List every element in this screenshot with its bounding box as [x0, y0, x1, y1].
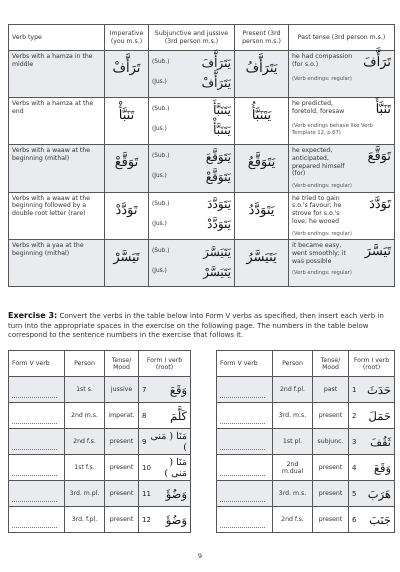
imperative-cell	[105, 240, 149, 287]
past-meaning: he had compassion (for s.o.)	[292, 53, 353, 68]
tense-cell: subjunc.	[313, 429, 349, 455]
past-verb: تَوَدَّدَ	[369, 196, 391, 212]
present-verb: يَتَرَأَّفُ	[245, 61, 278, 76]
form-i-cell	[349, 455, 395, 481]
past-verb: تَيَسَّرَ	[364, 244, 391, 259]
sub-tag: (Sub.)	[152, 248, 170, 255]
form-i-cell	[349, 429, 395, 455]
form-i-cell	[139, 429, 191, 455]
exercise-row	[9, 507, 191, 533]
person-cell: 3rd. m.pl.	[65, 481, 105, 507]
past-cell	[289, 240, 395, 287]
verb-forms-table	[8, 24, 395, 287]
root-verb: هَرَبَ	[367, 486, 391, 501]
header-present: Present (3rd person m.s.)	[235, 25, 289, 51]
sub-tag: (Sub.)	[152, 200, 170, 207]
sub-tag: (Sub.)	[152, 153, 170, 160]
exercise-row	[9, 429, 191, 455]
form-i-cell	[139, 507, 191, 533]
header-past: Past tense (3rd person m.s.)	[289, 25, 395, 51]
verb-type-cell: Verbs with a yaa at the beginning (mithal)	[9, 240, 105, 287]
past-meaning: he predicted, foretold, foresaw	[292, 100, 345, 115]
form-v-answer-cell[interactable]	[9, 455, 65, 481]
exercise-row	[9, 403, 191, 429]
sub-tag: (Sub.)	[152, 106, 170, 113]
root-verb: جَنَبَ	[369, 512, 391, 527]
header-verb-type: Verb type	[9, 25, 105, 51]
imperative-verb: تَرَأَّفْ	[112, 61, 141, 76]
verb-row-waaw-double-root	[9, 192, 395, 240]
sentence-number: 4	[352, 463, 357, 472]
past-meaning: it became easy, went smoothly; it was possible	[292, 242, 346, 265]
subjunctive-verb: يَتَيَسَّرَ	[203, 244, 231, 259]
form-i-cell	[139, 455, 191, 481]
subjunctive-jussive-cell	[149, 240, 235, 287]
sentence-number: 5	[352, 489, 357, 498]
person-cell: 3rd. m.s.	[273, 481, 313, 507]
imperative-verb: تَوَقَّعْ	[114, 155, 139, 170]
jussive-verb: يَتَيَسَّرْ	[203, 264, 231, 279]
answer-blank[interactable]	[220, 493, 265, 502]
jussive-verb: يَتَوَدَّدْ	[207, 217, 231, 231]
root-verb: وَضُؤَ	[165, 486, 187, 501]
subjunctive-jussive-cell	[149, 145, 235, 193]
imperative-verb: تَيَسَّرْ	[113, 250, 140, 265]
sentence-number: 12	[142, 515, 151, 524]
imperative-cell	[105, 192, 149, 240]
present-verb: يَتَوَدَّدُ	[248, 202, 275, 218]
person-cell: 3rd. f.pl.	[65, 507, 105, 533]
exercise-label: Exercise 3:	[8, 311, 58, 320]
sentence-number: 9	[142, 437, 147, 446]
header-form-i-verb: Form I verb (root)	[349, 351, 395, 377]
verb-ending-note: (Verb endings: regular)	[292, 76, 352, 83]
root-verb: وَقَعَ	[169, 382, 187, 397]
past-verb: تَوَقَّعَ	[367, 149, 391, 164]
form-i-cell	[349, 377, 395, 403]
root-verb: حَمَلَ	[368, 408, 391, 423]
form-v-answer-cell[interactable]	[217, 507, 273, 533]
header-subjunctive-jussive: Subjunctive and jussive (3rd person m.s.)	[149, 25, 235, 51]
person-cell: 1st f.s.	[65, 455, 105, 481]
exercise-row	[217, 481, 395, 507]
person-cell: 3rd. m.s.	[273, 403, 313, 429]
root-verb: وَضُؤَ	[165, 512, 187, 527]
sentence-number: 1	[352, 385, 357, 394]
header-person: Person	[273, 351, 313, 377]
exercise-table-left	[8, 350, 191, 533]
sentence-number: 7	[142, 385, 147, 394]
present-cell	[235, 192, 289, 240]
imperative-verb: تَوَدَّدْ	[115, 202, 138, 218]
exercise-row	[9, 455, 191, 481]
form-i-cell	[349, 481, 395, 507]
answer-blank[interactable]	[12, 389, 57, 398]
subjunctive-verb: يَتَوَقَّعَ	[205, 149, 231, 164]
tense-cell: present	[105, 507, 139, 533]
present-verb: يَتَنَبَّأُ	[251, 108, 272, 123]
tense-cell: past	[313, 377, 349, 403]
verb-table-header	[9, 25, 395, 51]
imperative-cell	[105, 145, 149, 193]
root-verb: مَنَا ( مَنى )	[150, 430, 187, 453]
sentence-number: 8	[142, 411, 147, 420]
present-cell	[235, 98, 289, 145]
exercise-row	[217, 507, 395, 533]
root-verb: مَنَا ( مَنى )	[164, 456, 187, 479]
tense-cell: present	[105, 481, 139, 507]
sentence-number: 3	[352, 437, 357, 446]
present-verb: يَتَوَقَّعُ	[247, 155, 276, 170]
form-v-answer-cell[interactable]	[9, 429, 65, 455]
answer-blank[interactable]	[220, 415, 265, 424]
tense-cell: present	[313, 507, 349, 533]
form-v-answer-cell[interactable]	[217, 455, 273, 481]
imperative-verb: تَنَبَّأْ	[118, 108, 135, 123]
jus-tag: (Jus.)	[152, 220, 167, 227]
past-meaning: he tried to gain s.o.'s favour; he strove for s.o.'s love; he wooed	[292, 194, 342, 225]
form-i-cell	[349, 507, 395, 533]
imperative-cell	[105, 98, 149, 145]
exercise-row	[217, 429, 395, 455]
exercise-row	[9, 481, 191, 507]
person-cell: 1st pl.	[273, 429, 313, 455]
verb-row-hamza-end	[9, 98, 395, 145]
subjunctive-verb: يَتَرَأَّفَ	[201, 55, 231, 70]
tense-cell: present	[105, 455, 139, 481]
tense-cell: present	[313, 481, 349, 507]
tense-cell: present	[313, 455, 349, 481]
root-verb: وَقَعَ	[373, 460, 391, 475]
answer-blank[interactable]	[12, 519, 57, 528]
past-verb: تَرَأَّفَ	[363, 55, 391, 70]
root-verb: حَدَثَ	[367, 382, 391, 397]
past-meaning: he expected, anticipated, prepared himself (for)	[292, 147, 345, 178]
exercise-row	[217, 455, 395, 481]
header-tense-mood: Tense/ Mood	[105, 351, 139, 377]
answer-blank[interactable]	[220, 519, 265, 528]
sentence-number: 11	[142, 489, 151, 498]
header-form-v-verb: Form V verb	[9, 351, 65, 377]
present-cell	[235, 145, 289, 193]
subjunctive-verb: يَتَوَدَّدَ	[207, 197, 231, 211]
exercise-row	[217, 403, 395, 429]
subjunctive-jussive-cell	[149, 192, 235, 240]
form-i-cell	[139, 377, 191, 403]
answer-blank[interactable]	[12, 415, 57, 424]
subjunctive-verb: يَتَنَبَّأَ	[213, 102, 231, 117]
form-v-answer-cell[interactable]	[217, 481, 273, 507]
tense-cell: imperat.	[105, 403, 139, 429]
answer-blank[interactable]	[12, 467, 57, 476]
header-form-i-verb: Form I verb (root)	[139, 351, 191, 377]
past-cell	[289, 51, 395, 98]
root-verb: كَلَّمَ	[170, 408, 187, 423]
answer-blank[interactable]	[220, 389, 265, 398]
sentence-number: 10	[142, 463, 151, 472]
page-number: 9	[197, 552, 203, 560]
form-v-answer-cell[interactable]	[217, 403, 273, 429]
sub-tag: (Sub.)	[152, 59, 170, 66]
jus-tag: (Jus.)	[152, 268, 167, 275]
verb-type-cell: Verbs with a hamza in the middle	[9, 51, 105, 98]
jus-tag: (Jus.)	[152, 79, 167, 86]
past-cell	[289, 145, 395, 193]
sentence-number: 2	[352, 411, 357, 420]
header-tense-mood: Tense/ Mood	[313, 351, 349, 377]
form-v-answer-cell[interactable]	[9, 377, 65, 403]
answer-blank[interactable]	[12, 441, 57, 450]
verb-row-waaw-beginning	[9, 145, 395, 193]
verb-type-cell: Verbs with a waaw at the beginning followed by a double root letter (rare)	[9, 192, 105, 240]
present-cell	[235, 240, 289, 287]
verb-row-hamza-middle	[9, 51, 395, 98]
verb-type-cell: Verbs with a waaw at the beginning (mithal)	[9, 145, 105, 193]
subjunctive-jussive-cell	[149, 51, 235, 98]
person-cell: 2nd f.pl.	[273, 377, 313, 403]
person-cell: 2nd f.s.	[65, 429, 105, 455]
verb-row-yaa-beginning	[9, 240, 395, 287]
form-v-answer-cell[interactable]	[217, 429, 273, 455]
form-v-answer-cell[interactable]	[9, 403, 65, 429]
tense-cell: jussive	[105, 377, 139, 403]
header-imperative: Imperative (you m.s.)	[105, 25, 149, 51]
exercise-instructions	[8, 311, 394, 341]
verb-ending-note: (Verb endings: regular)	[292, 230, 352, 237]
exercise-row	[217, 377, 395, 403]
tense-cell: present	[105, 429, 139, 455]
imperative-cell	[105, 51, 149, 98]
exercise-row	[9, 377, 191, 403]
jussive-verb: يَتَنَبَّأْ	[213, 122, 231, 137]
form-v-answer-cell[interactable]	[9, 507, 65, 533]
verb-ending-note: (Verb endings behave like Verb Template 12, p.67)	[292, 123, 373, 136]
jussive-verb: يَتَوَقَّعْ	[205, 169, 231, 184]
exercise-table-header	[217, 351, 395, 377]
exercise-table-header	[9, 351, 191, 377]
subjunctive-jussive-cell	[149, 98, 235, 145]
person-cell: 2nd f.s.	[273, 507, 313, 533]
tense-cell: present	[313, 403, 349, 429]
jus-tag: (Jus.)	[152, 126, 167, 133]
sentence-number: 6	[352, 515, 357, 524]
past-cell	[289, 192, 395, 240]
exercise-table-right	[216, 350, 395, 533]
form-i-cell	[139, 403, 191, 429]
present-verb: يَتَيَسَّرُ	[246, 250, 277, 265]
verb-ending-note: (Verb endings: regular)	[292, 183, 352, 189]
person-cell: 2nd m.s.	[65, 403, 105, 429]
person-cell: 2nd m.dual	[273, 455, 313, 481]
past-cell	[289, 98, 395, 145]
root-verb: ثَقُفَ	[370, 434, 391, 449]
jussive-verb: يَتَرَأَّفْ	[201, 75, 231, 90]
form-v-answer-cell[interactable]	[9, 481, 65, 507]
exercise-text: Convert the verbs in the table below into Form V verbs as specified, then insert each verb in turn into the appropriate spaces in the exercise on the following page. The numbers in the table below correspond to the sentence numbers in the exercise that follows it.	[8, 312, 384, 340]
past-verb: تَنَبَّأَ	[375, 102, 391, 117]
form-i-cell	[139, 481, 191, 507]
header-form-v-verb: Form V verb	[217, 351, 273, 377]
person-cell: 1st s.	[65, 377, 105, 403]
form-v-answer-cell[interactable]	[217, 377, 273, 403]
verb-type-cell: Verbs with a hamza at the end	[9, 98, 105, 145]
answer-blank[interactable]	[220, 441, 265, 450]
present-cell	[235, 51, 289, 98]
form-i-cell	[349, 403, 395, 429]
header-person: Person	[65, 351, 105, 377]
answer-blank[interactable]	[220, 467, 265, 476]
jus-tag: (Jus.)	[152, 173, 167, 180]
verb-ending-note: (Verb endings: regular)	[292, 270, 352, 277]
answer-blank[interactable]	[12, 493, 57, 502]
